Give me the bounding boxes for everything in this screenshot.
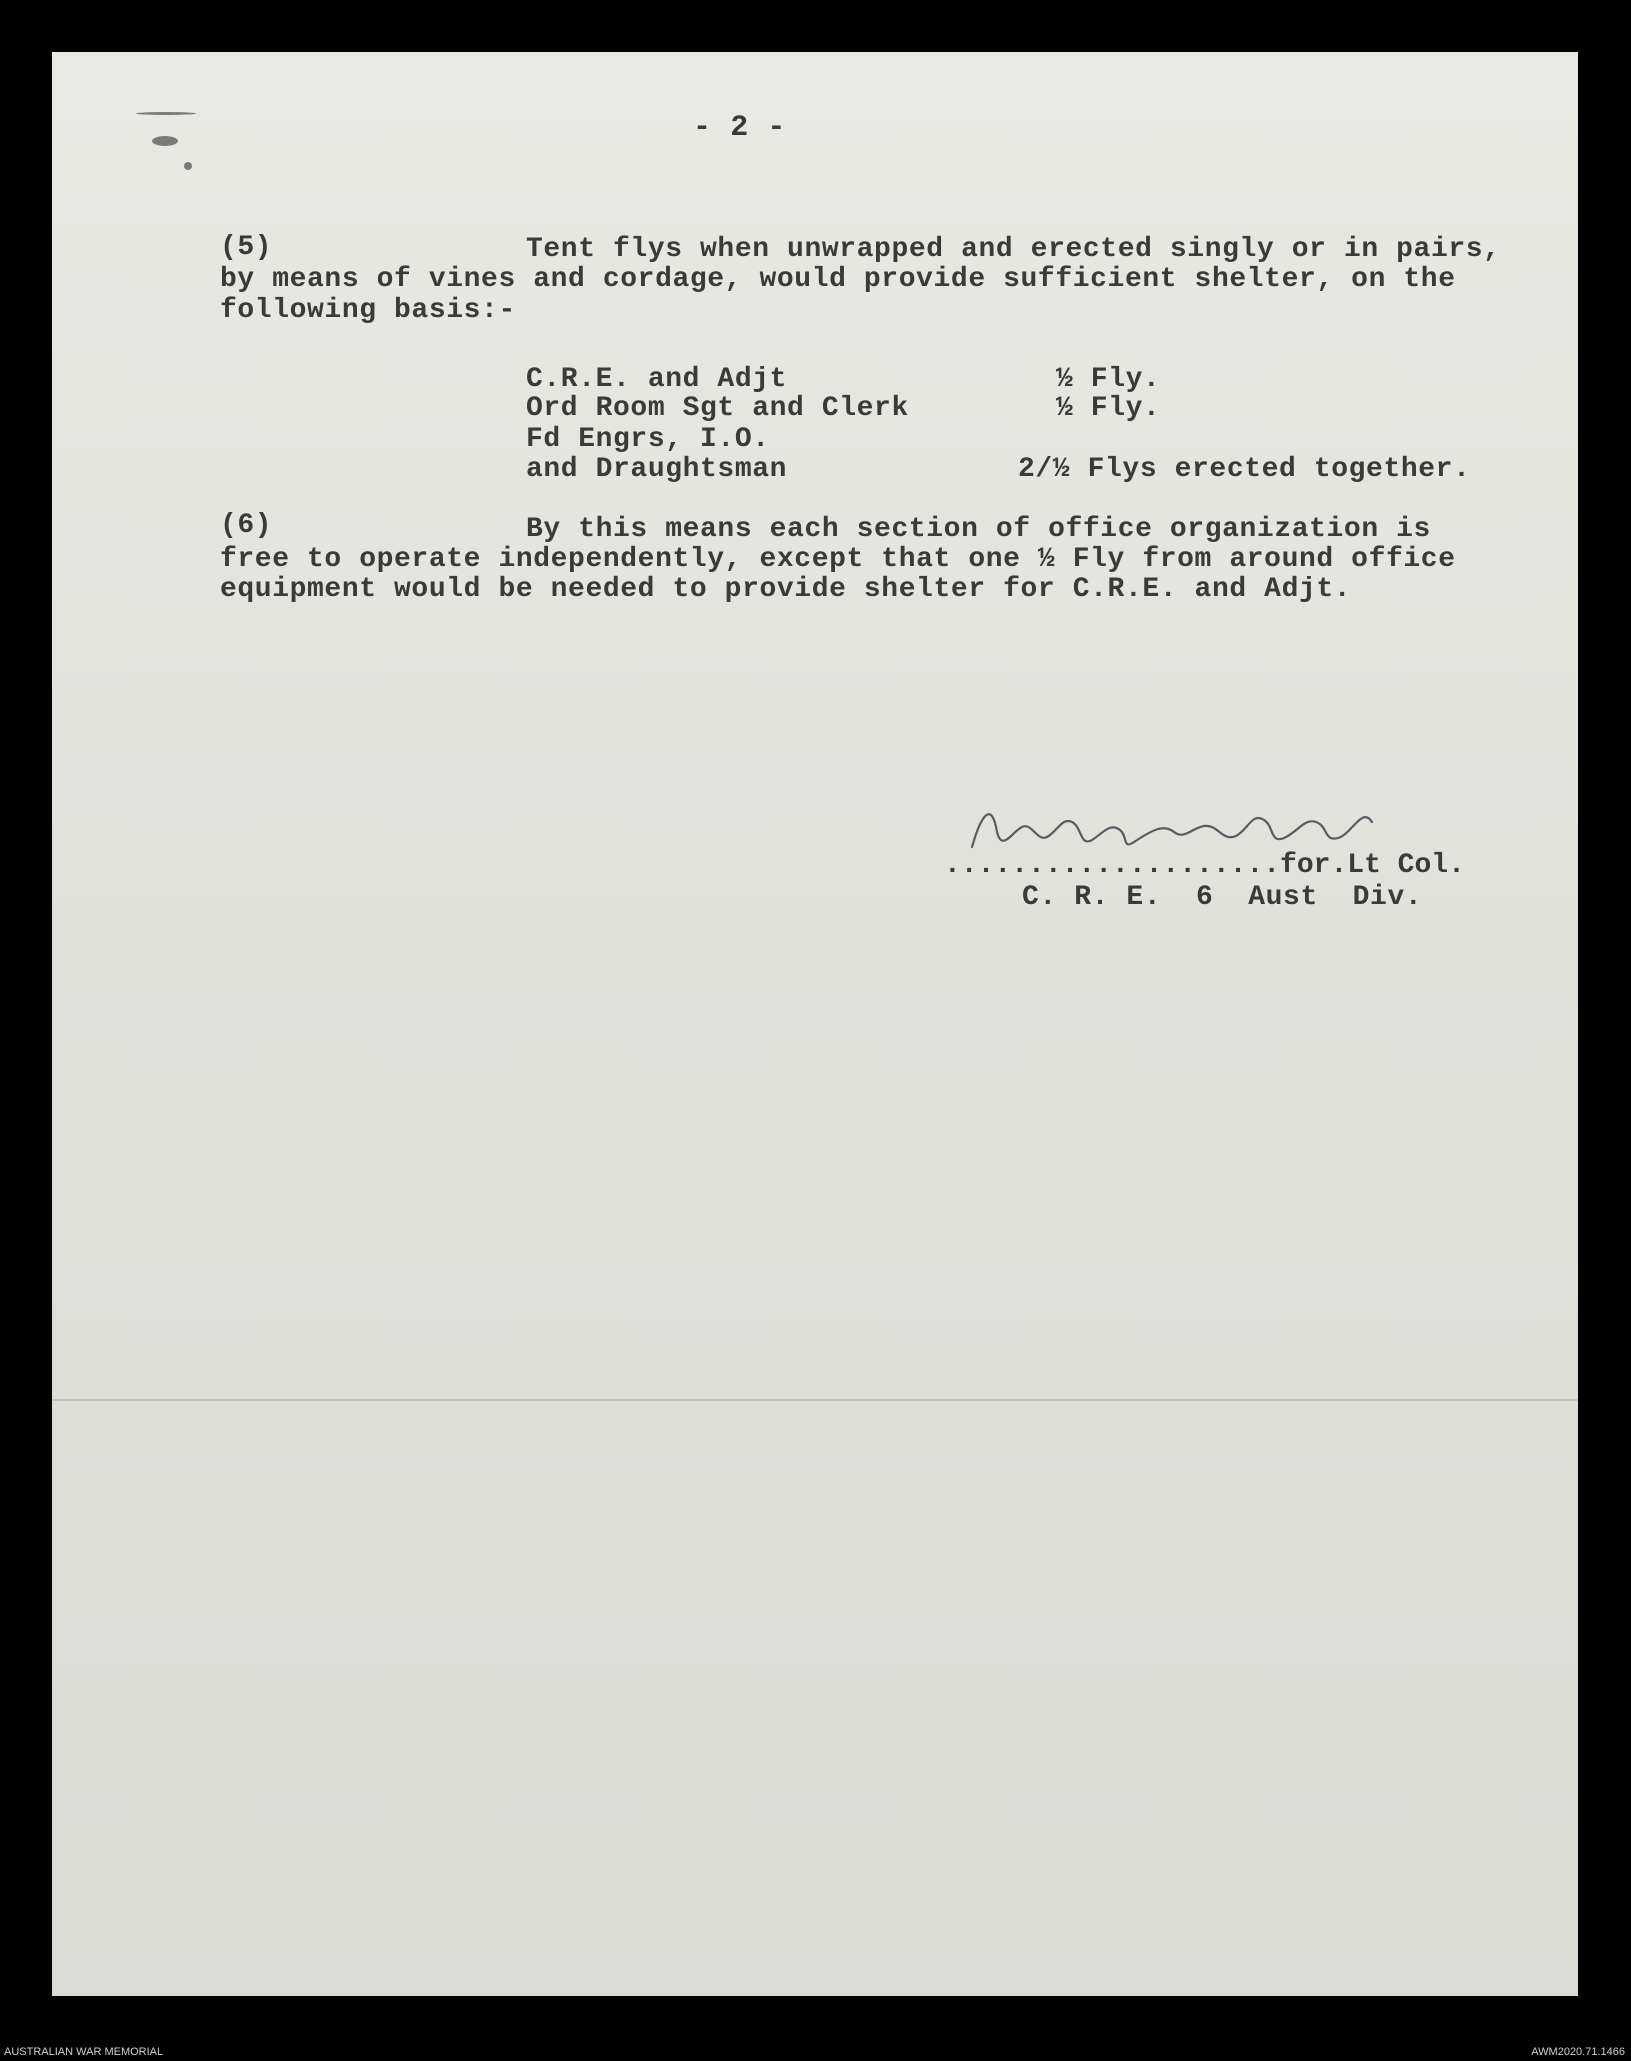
paper-fold-line: [52, 1399, 1578, 1401]
paragraph-5-line-2: by means of vines and cordage, would provide sufficient shelter, on the: [220, 264, 1456, 295]
allocation-role: Fd Engrs, I.O.: [526, 424, 770, 455]
hole-mark: [152, 136, 178, 146]
archive-reference: AWM2020.71.1466: [1531, 2046, 1625, 2058]
paragraph-6-line-2: free to operate independently, except that one ½ Fly from around office: [220, 544, 1456, 575]
allocation-role: Ord Room Sgt and Clerk: [526, 393, 909, 424]
paragraph-5-number: (5): [220, 232, 273, 263]
allocation-amount: ½ Fly.: [1056, 393, 1161, 424]
signature-line: ....................for.Lt Col.: [944, 850, 1465, 881]
paragraph-6-line-1: By this means each section of office organization is: [526, 514, 1431, 545]
page-number: - 2 -: [693, 111, 787, 145]
archive-credit: AUSTRALIAN WAR MEMORIAL: [4, 2046, 164, 2058]
allocation-amount: ½ Fly.: [1056, 364, 1161, 395]
signatory-title: C. R. E. 6 Aust Div.: [1022, 882, 1423, 913]
paragraph-5-line-1: Tent flys when unwrapped and erected singly or in pairs,: [526, 234, 1501, 265]
allocation-role: C.R.E. and Adjt: [526, 364, 788, 395]
allocation-role: and Draughtsman: [526, 454, 788, 485]
punch-hole-marks: [92, 82, 212, 202]
allocation-amount: 2/½ Flys erected together.: [1018, 454, 1471, 485]
paragraph-6-line-3: equipment would be needed to provide shelter for C.R.E. and Adjt.: [220, 574, 1352, 605]
hole-mark: [184, 162, 192, 170]
paragraph-6-number: (6): [220, 510, 273, 541]
document-page: [52, 52, 1578, 1996]
paragraph-5-line-3: following basis:-: [220, 295, 516, 326]
hole-mark: [136, 112, 196, 115]
